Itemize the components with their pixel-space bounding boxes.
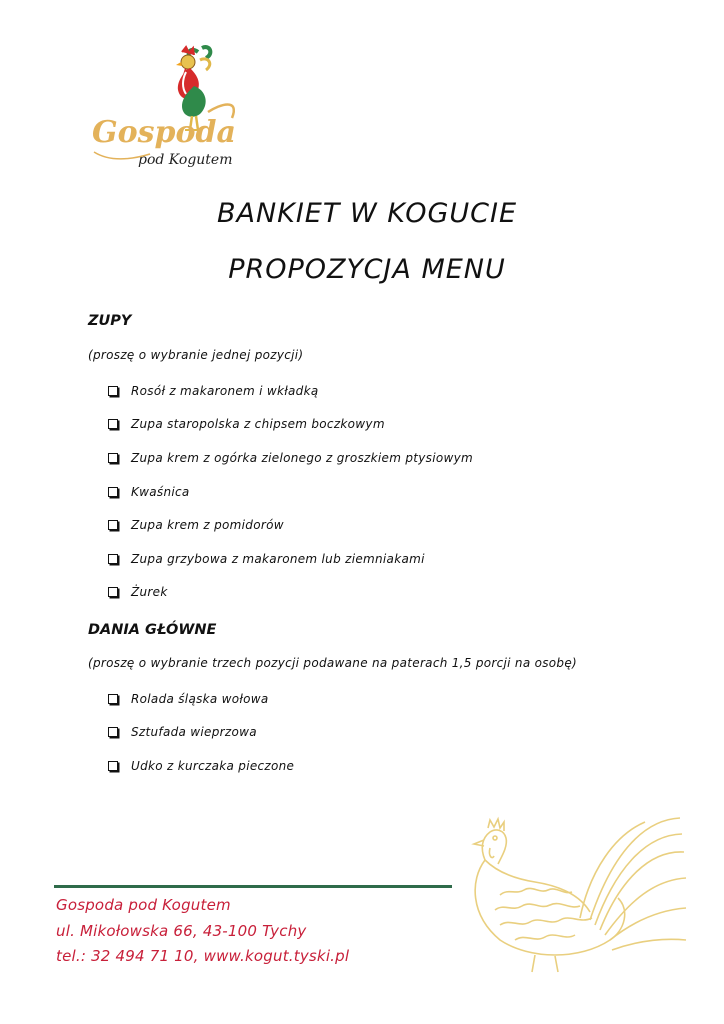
list-item-label: Zupa grzybowa z makaronem lub ziemniakami bbox=[131, 551, 425, 566]
list-item-label: Rosół z makaronem i wkładką bbox=[131, 383, 319, 398]
list-item-label: Rolada śląska wołowa bbox=[131, 691, 269, 706]
checkbox-square-icon bbox=[108, 386, 118, 396]
list-item-label: Zupa staropolska z chipsem boczkowym bbox=[131, 417, 385, 432]
checkbox-square-icon bbox=[108, 520, 118, 530]
list-item bbox=[108, 441, 473, 475]
rooster-logo-icon bbox=[90, 42, 250, 172]
rooster-sketch-icon bbox=[440, 800, 690, 975]
section-heading-soups: ZUPY bbox=[88, 313, 132, 329]
list-item bbox=[108, 475, 473, 509]
section-heading-main-dishes: DANIA GŁÓWNE bbox=[88, 622, 217, 638]
list-item-label: Żurek bbox=[131, 585, 168, 600]
checkbox-square-icon bbox=[108, 761, 118, 771]
checkbox-square-icon bbox=[108, 487, 118, 497]
checkbox-square-icon bbox=[108, 453, 118, 463]
checkbox-square-icon bbox=[108, 694, 118, 704]
footer-divider bbox=[54, 885, 452, 888]
footer-restaurant-name: Gospoda pod Kogutem bbox=[56, 896, 231, 914]
footer-address: ul. Mikołowska 66, 43-100 Tychy bbox=[56, 922, 307, 940]
checkbox-square-icon bbox=[108, 554, 118, 564]
checkbox-square-icon bbox=[108, 587, 118, 597]
main-dish-list bbox=[108, 682, 294, 783]
footer-contact: tel.: 32 494 71 10, www.kogut.tyski.pl bbox=[56, 947, 350, 965]
soup-list bbox=[108, 374, 473, 609]
list-item bbox=[108, 716, 294, 750]
rooster-sketch bbox=[440, 800, 690, 975]
section-note-soups: (proszę o wybranie jednej pozycji) bbox=[88, 348, 304, 362]
list-item bbox=[108, 576, 473, 610]
list-item bbox=[108, 542, 473, 576]
list-item bbox=[108, 682, 294, 716]
list-item-label: Udko z kurczaka pieczone bbox=[131, 758, 295, 773]
list-item-label: Sztufada wieprzowa bbox=[131, 725, 257, 740]
list-item-label: Kwaśnica bbox=[131, 484, 190, 499]
list-item-label: Zupa krem z ogórka zielonego z groszkiem ptysiowym bbox=[131, 450, 473, 465]
list-item bbox=[108, 749, 294, 783]
checkbox-square-icon bbox=[108, 419, 118, 429]
checkbox-square-icon bbox=[108, 727, 118, 737]
section-note-main-dishes: (proszę o wybranie trzech pozycji podawane na paterach 1,5 porcji na osobę) bbox=[88, 656, 578, 670]
list-item bbox=[108, 408, 473, 442]
logo-brand-main: Gospoda bbox=[92, 115, 236, 150]
logo-brand-sub: pod Kogutem bbox=[138, 152, 233, 168]
page-title: BANKIET W KOGUCIE bbox=[216, 198, 518, 229]
list-item-label: Zupa krem z pomidorów bbox=[131, 518, 284, 533]
list-item bbox=[108, 374, 473, 408]
list-item bbox=[108, 508, 473, 542]
page-subtitle: PROPOZYCJA MENU bbox=[228, 254, 506, 285]
restaurant-logo bbox=[90, 42, 250, 172]
